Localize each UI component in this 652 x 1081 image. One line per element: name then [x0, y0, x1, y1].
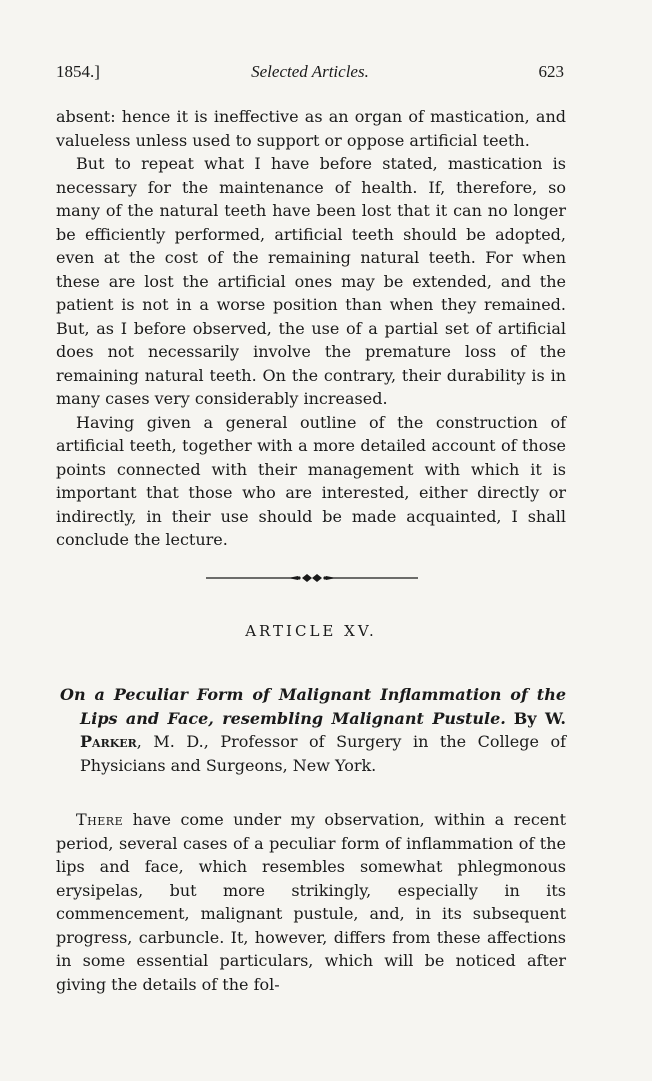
- header-running-title: Selected Articles.: [251, 62, 369, 81]
- article-lead-word: There: [76, 810, 124, 829]
- article-paragraph-1: [56, 808, 566, 996]
- article-affiliation: , M. D., Professor of Surgery in the College of Physicians and Surgeons, New York.: [80, 732, 566, 775]
- continuation-text: [56, 105, 566, 552]
- paragraph-1: absent: hence it is ineffective as an organ of mastication, and valueless unless used to support or oppose artificial teeth.: [56, 107, 566, 150]
- header-year: 1854.]: [56, 62, 100, 81]
- header-page-number: 623: [538, 62, 564, 81]
- article-title-italic: On a Peculiar Form of Malignant Inflammation of the Lips and Face, resembling Malignant Pustule.: [60, 685, 566, 728]
- article-title: [60, 683, 566, 777]
- running-header: [56, 62, 564, 86]
- paragraph-3: Having given a general outline of the construction of artificial teeth, together with a more detailed account of those points connected with their management with which it is important that those who are interested, either directly or indirectly, in their use should be made acquainted, I shall conclude the lecture.: [56, 412, 566, 549]
- article-body: [56, 808, 566, 996]
- section-divider-ornament: [206, 571, 418, 585]
- article-body-text: have come under my observation, within a recent period, several cases of a peculiar form of inflammation of the lips and face, which resembles somewhat phlegmonous erysipelas, but more strikingly, especially in its commencement, malignant pustule, and, in its subsequent progress, carbuncle. It, however, differs from these affections in some essential particulars, which will be noticed after giving the details of the fol-: [56, 810, 566, 994]
- paragraph-2: But to repeat what I have before stated, mastication is necessary for the maintenance of health. If, therefore, so many of the natural teeth have been lost that it can no longer be efficiently performed, artificial teeth should be adopted, even at the cost of the remaining natural teeth. For when these are lost the artificial ones may be extended, and the patient is not in a worse position than when they remained. But, as I before observed, the use of a partial set of artificial does not necessarily involve the premature loss of the remaining natural teeth. On the contrary, their durability is in many cases very considerably increased.: [56, 154, 566, 408]
- article-author: Parker: [80, 732, 137, 751]
- article-title-by: By W.: [513, 708, 567, 728]
- article-heading: ARTICLE XV.: [245, 622, 377, 640]
